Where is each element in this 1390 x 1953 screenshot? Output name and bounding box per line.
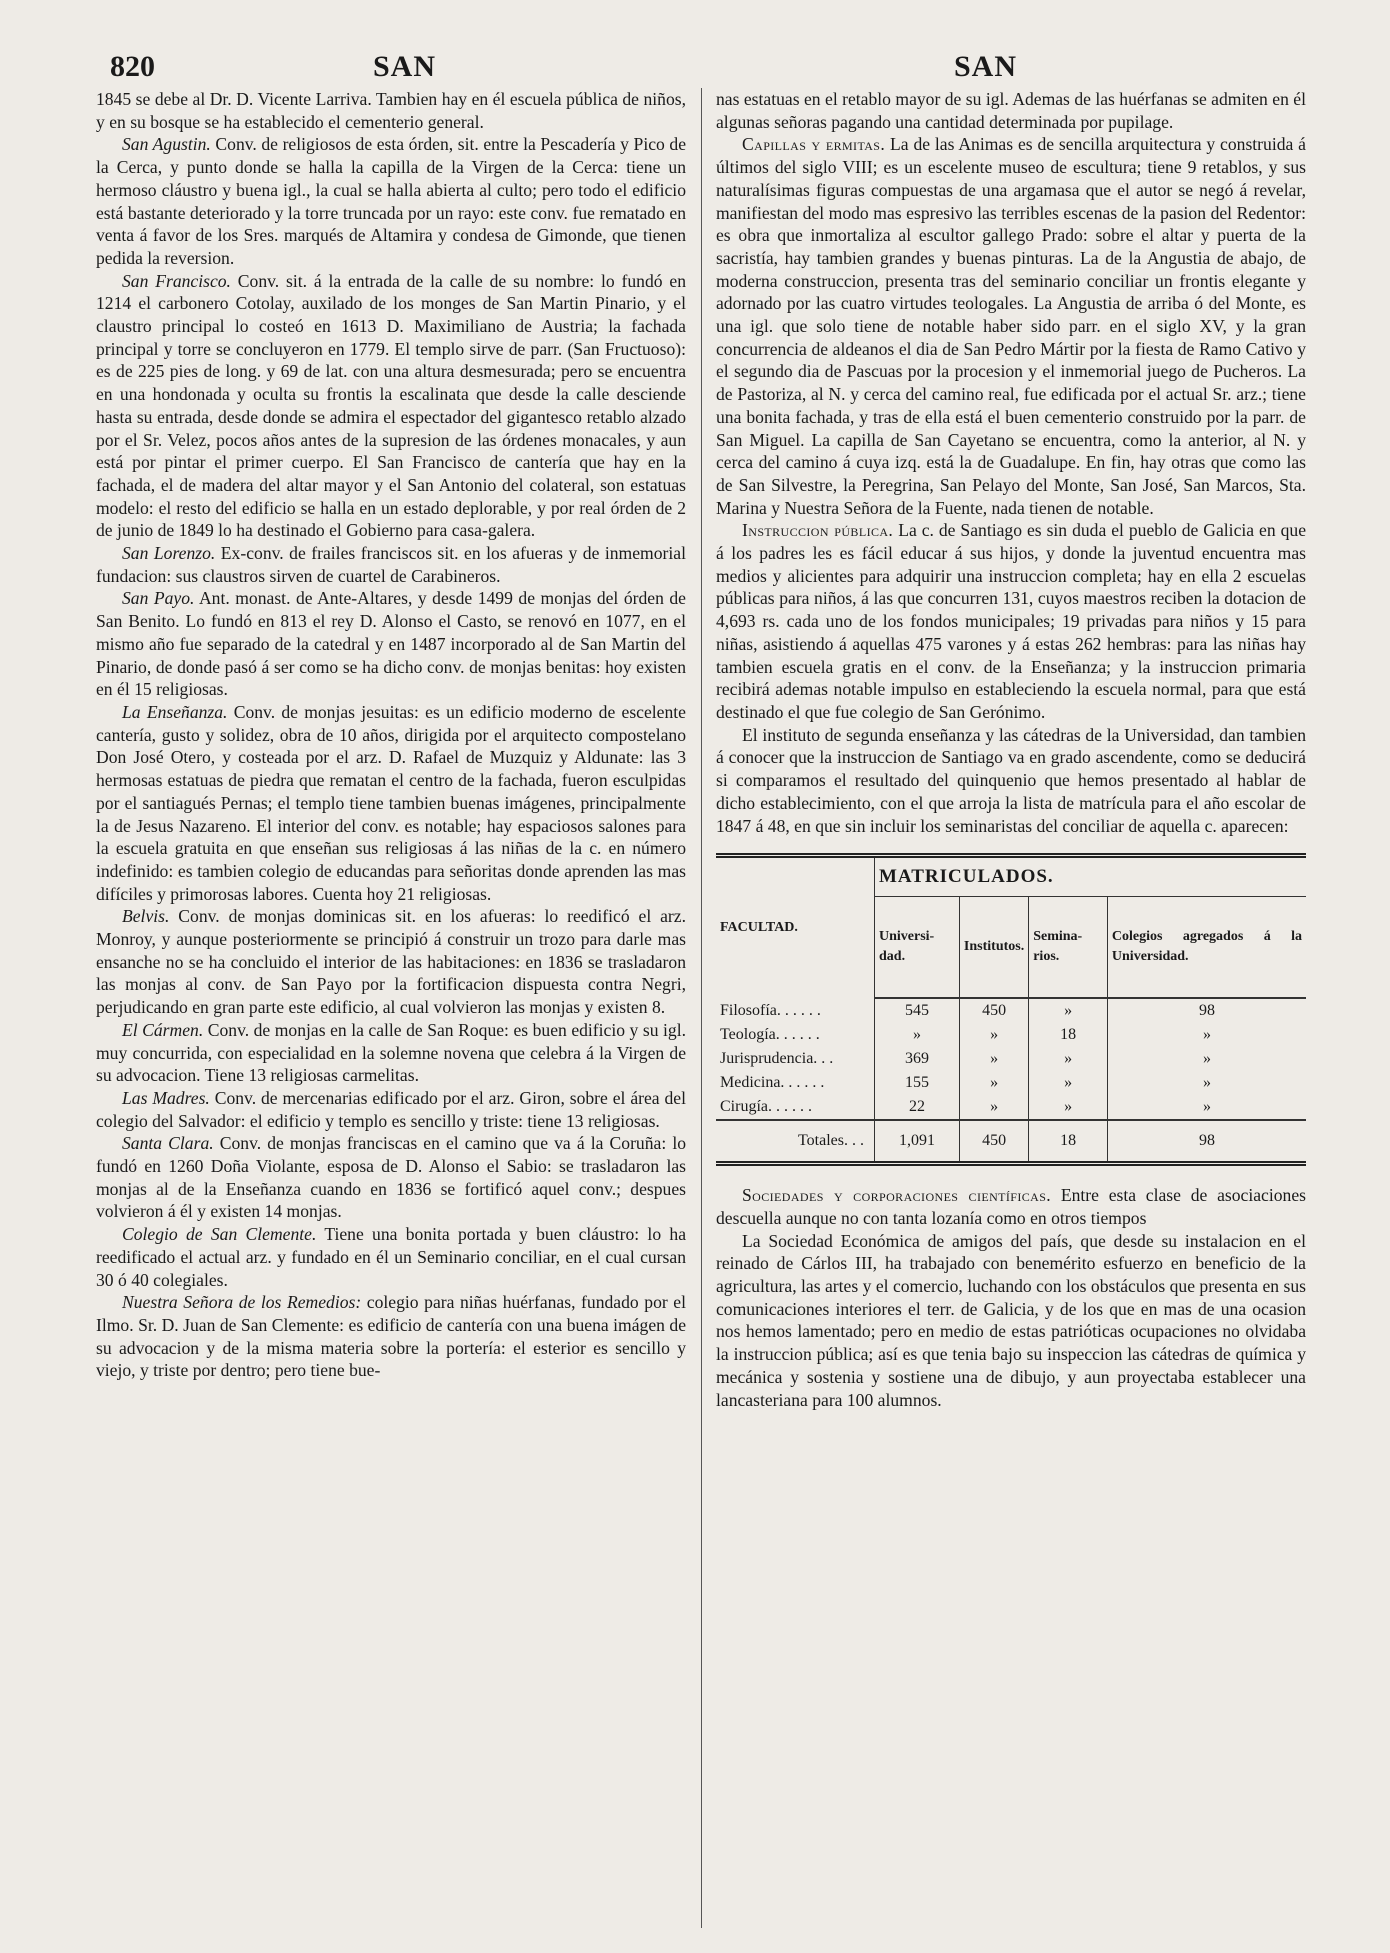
table-cell: » xyxy=(1107,1071,1306,1095)
page-number: 820 xyxy=(110,50,155,83)
group-header: MATRICULADOS. xyxy=(875,856,1307,897)
table-cell: 545 xyxy=(875,998,960,1023)
table-cell: 22 xyxy=(875,1095,960,1120)
left-running-title: SAN xyxy=(373,50,437,83)
entry-san-agustin: San Agustin. Conv. de religiosos de esta órden, sit. entre la Pescadería y Pico de la Cerca, y punto donde se halla la capilla de la Virgen de la Cerca: tiene un hermoso cláustro y buena igl., la cual se halla abierta al culto; pero todo el edificio está bastante deteriorado y la torre truncada por un rayo: este conv. fue rematado en venta á favor de los Sres. marqués de Altamira y condesa de Gimonde, que tienen pedida la reversion. xyxy=(96,134,687,268)
right-running-title: SAN xyxy=(954,50,1018,83)
paragraph: nas estatuas en el retablo mayor de su igl. Ademas de las huérfanas se admiten en él algunas señoras pagando una cantidad determinada por pupilage. xyxy=(716,89,1306,132)
column-header: Institutos. xyxy=(959,897,1028,999)
facultad-cell: Filosofía. . . . . . xyxy=(720,1001,821,1019)
table-cell: » xyxy=(1029,1071,1108,1095)
section-instruccion: Instruccion pública. La c. de Santiago es sin duda el pueblo de Galicia en que á los padres les es fácil educar á sus hijos, y donde la juventud encuentra mas medios y alicientes para adquirir una instruccion completa; hay en ella 2 escuelas públicas para niños, á las que concurren 131, cuyos maestros reciben la dotacion de 4,693 rs. cada uno de los fondos municipales; 19 privadas para niños y 15 para niñas, asistiendo á aquellas 475 varones y á estas 262 hembras: para las niñas hay tambien escuela gratis en el conv. de la Enseñanza; y la instruccion primaria recibirá ademas notable impulso en estableciendo la escuela normal, para que está destinado el que fue colegio de San Gerónimo. xyxy=(716,520,1307,722)
table-cell: » xyxy=(1107,1023,1306,1047)
entry-san-francisco: San Francisco. Conv. sit. á la entrada de la calle de su nombre: lo fundó en 1214 el carbonero Cotolay, auxilado de los monges de San Martin Pinario, y el claustro principal lo costeó en 1613 D. Maximiliano de Austria; la fachada principal y torre se concluyeron en 1779. El templo sirve de parr. (San Fructuoso): es de 225 pies de long. y 69 de lat. con una altura desmesurada; pero se encuentra en una hondonada y oculta su frontis la escalinata que desde la calle desciende hasta su entrada, desde donde se admira el espectador del gigantesco retablo alzado por el Sr. Velez, pocos años antes de la supresion de las órdenes monacales, y aun está por pintar el primer cuerpo. El San Francisco de cantería que hay en la fachada, el de madera del altar mayor y el San Antonio del colateral, son estatuas modelo: el resto del edificio se halla en un estado deplorable, y por real órden de 2 de junio de 1849 lo ha destinado el Gobierno para casa-galera. xyxy=(96,270,686,541)
right-column xyxy=(716,88,1306,1411)
entry-las-madres: Las Madres. Conv. de mercenarias edificado por el arz. Giron, sobre el área del colegio del Salvador: el edificio y templo es sencillo y triste: tiene 13 religiosas. xyxy=(96,1087,686,1131)
left-column xyxy=(96,88,686,1411)
paragraph-sociedad-economica: La Sociedad Económica de amigos del país, que desde su instalacion en el reinado de Cárlos III, ha trabajado con benemérito esfuerzo en beneficio de la agricultura, las artes y el comercio, luchando con los obstáculos que presenta en sus comunicaciones interiores el terr. de Galicia, y de los que en mas de una ocasion nos hemos lamentado; pero en medio de estas patrióticas ocupaciones no olvidaba la instruccion pública; así es que tenia bajo su inspeccion las cátedras de química y mecánica y sostenia y sostiene una de dibujo, y aun proyectaba establecer una lancasteriana para 100 alumnos. xyxy=(716,1230,1306,1410)
section-capillas: Capillas y ermitas. La de las Animas es de sencilla arquitectura y construida á últimos del siglo VIII; es un escelente museo de escultura; tiene 9 retablos, y sus naturalísimas figuras compuestas de una argamasa que el autor se negó á revelar, manifiestan del modo mas espresivo las terribles escenas de la pasion del Redentor: es obra que inmortaliza al escultor gallego Prado: sobre el altar y puerta de la sacristía, hay tambien grandes y buenas pinturas. La de la Angustia de abajo, de moderna construccion, presenta tras del seminario conciliar un frontis elegante y adornado por las cuatro virtudes teologales. La Angustia de arriba ó del Monte, es una igl. que solo tiene de notable haber sido parr. en el siglo XV, y la gran concurrencia de aldeanos el dia de San Pedro Mártir por la fiesta de Ramo Cativo y el segundo dia de Pascuas por la procesion y el inmemorial juego de Pucheros. La de Pastoriza, al N. y cerca del camino real, fue edificada por el actual Sr. arz.; tiene una bonita fachada, y tras de ella está el buen cementerio construido por la parr. de San Miguel. La capilla de San Cayetano se encuentra, como la anterior, al N. y cerca del camino á cuya izq. está la de Guadalupe. En fin, hay otras que como las de San Silvestre, la Peregrina, San Pelayo del Monte, San José, San Marcos, Sta. Marina y Nuestra Señora de la Fuente, nada tienen de notable. xyxy=(716,134,1306,518)
table-cell: 1,091 xyxy=(875,1120,960,1164)
totals-row xyxy=(716,1120,1306,1164)
entry-san-lorenzo: San Lorenzo. Ex-conv. de frailes franciscos sit. en los afueras y de inmemorial fundacion: sus claustros sirven de cuartel de Carabineros. xyxy=(96,543,686,586)
table-cell: » xyxy=(959,1023,1028,1047)
table-cell: » xyxy=(959,1047,1028,1071)
entry-belvis: Belvis. Conv. de monjas dominicas sit. en los afueras: lo reedificó el arz. Monroy, y aunque posteriormente se principió á construir un trozo para darle mas ensanche no se ha concluido el interior de las habitaciones: en 1836 se trasladaron las monjas al conv. de San Payo por la fortificacion dispuesta contra Negri, perjudicando en gran parte este edificio, al cual volvieron las monjas y existen 8. xyxy=(96,906,686,1018)
table-cell: 369 xyxy=(875,1047,960,1071)
table-cell: » xyxy=(1029,1047,1108,1071)
table-cell: » xyxy=(1029,1095,1108,1120)
table-row xyxy=(716,1023,1306,1047)
column-header: Universi-dad. xyxy=(875,897,960,999)
table-cell: » xyxy=(1107,1047,1306,1071)
table-row xyxy=(716,1047,1306,1071)
table-row xyxy=(716,1071,1306,1095)
entry-san-payo: San Payo. Ant. monast. de Ante-Altares, y desde 1499 de monjas del órden de San Benito. Lo fundó en 813 el rey D. Alonso el Casto, se renovó en 1077, en el mismo año fue separado de la catedral y en 1487 incorporado al de San Martin del Pinario, de donde pasó á ser como se ha dicho conv. de monjas benitas: hoy existen en él 15 religiosas. xyxy=(96,588,686,700)
table-cell: 450 xyxy=(959,1120,1028,1164)
section-sociedades: Sociedades y corporaciones científicas. Entre esta clase de asociaciones descuella aunque no con tanta lozanía como en otros tiempos xyxy=(716,1185,1306,1228)
entry-colegio-san-clemente: Colegio de San Clemente. Tiene una bonita portada y buen cláustro: lo ha reedificado el actual arz. y fundado en él un Seminario conciliar, en el cual cursan 30 ó 40 colegiales. xyxy=(96,1224,687,1290)
table-cell: » xyxy=(875,1023,960,1047)
table-cell: 155 xyxy=(875,1071,960,1095)
column-divider xyxy=(701,88,702,1928)
table-cell: 98 xyxy=(1107,1120,1306,1164)
facultad-cell: Jurisprudencia. . . xyxy=(720,1050,834,1068)
column-header: Colegios agregados á la Universidad. xyxy=(1107,897,1306,999)
table-cell: 18 xyxy=(1029,1120,1108,1164)
column-header: FACULTAD. xyxy=(720,920,798,936)
totals-label: Totales. . . xyxy=(716,1120,875,1164)
entry-el-carmen: El Cármen. Conv. de monjas en la calle de San Roque: es buen edificio y su igl. muy concurrida, con especialidad en la solemne novena que celebra á la Virgen de su advocacion. Tiene 13 religiosas carmelitas. xyxy=(96,1019,686,1086)
table-row xyxy=(716,1095,1306,1120)
matriculados-table xyxy=(716,853,1306,1166)
column-header: Semina-rios. xyxy=(1029,897,1108,999)
paragraph-instituto: El instituto de segunda enseñanza y las cátedras de la Universidad, dan tambien á conocer que la instruccion de Santiago va en grado ascendente, como se deducirá si comparamos el resultado del quinquenio que hemos presentado al hablar de dicho establecimiento, con el que arroja la lista de matrícula para el año escolar de 1847 á 48, en que sin incluir los seminaristas del conciliar de aquella c. aparecen: xyxy=(716,724,1306,836)
table-cell: 98 xyxy=(1107,998,1306,1023)
table-cell: » xyxy=(959,1095,1028,1120)
table-row xyxy=(716,998,1306,1023)
running-header xyxy=(96,48,1312,88)
entry-remedios: Nuestra Señora de los Remedios: colegio para niñas huérfanas, fundado por el Ilmo. Sr. D. Juan de San Clemente: es edificio de cantería con una buena imágen de su advocacion y de la misma materia sobre la portería: el esterior es sencillo y viejo, y triste por dentro; pero tiene bue- xyxy=(96,1292,686,1381)
table-cell: » xyxy=(1029,998,1108,1023)
facultad-cell: Cirugía. . . . . . xyxy=(720,1098,812,1116)
entry-santa-clara: Santa Clara. Conv. de monjas franciscas en el camino que va á la Coruña: lo fundó en 1260 Doña Violante, esposa de D. Alonso el Sabio: se trasladaron las monjas al de la Enseñanza cuando en 1836 se fortificó aquel conv.; despues volvieron á él y existen 14 monjas. xyxy=(96,1133,686,1222)
facultad-cell: Medicina. . . . . . xyxy=(720,1074,825,1092)
table-cell: 450 xyxy=(959,998,1028,1023)
paragraph: 1845 se debe al Dr. D. Vicente Larriva. Tambien hay en él escuela pública de niños, y en su bosque se ha establecido el cementerio general. xyxy=(96,89,686,132)
two-column-body xyxy=(96,88,1312,1411)
table-cell: » xyxy=(1107,1095,1306,1120)
facultad-cell: Teología. . . . . . xyxy=(720,1026,820,1044)
entry-la-ensenanza: La Enseñanza. Conv. de monjas jesuitas: es un edificio moderno de escelente cantería, gusto y solidez, obra de 10 años, dirigida por el arquitecto compostelano Don José Otero, y costeada por el arz. D. Rafael de Muzquiz y Aldunate: las 3 hermosas estatuas de piedra que rematan el centro de la fachada, fueron esculpidas por el santiagués Pernas; el templo tiene tambien buenas imágenes, principalmente la de Jesus Nazareno. El interior del conv. es notable; hay espaciosos salones para la escuela gratuita en que enseñan sus religiosas á las niñas de la c. en número indefinido: es tambien colegio de educandas para señoritas donde aprenden las mas difíciles y primorosas labores. Cuenta hoy 21 religiosas. xyxy=(96,701,686,904)
table-cell: 18 xyxy=(1029,1023,1108,1047)
table-cell: » xyxy=(959,1071,1028,1095)
